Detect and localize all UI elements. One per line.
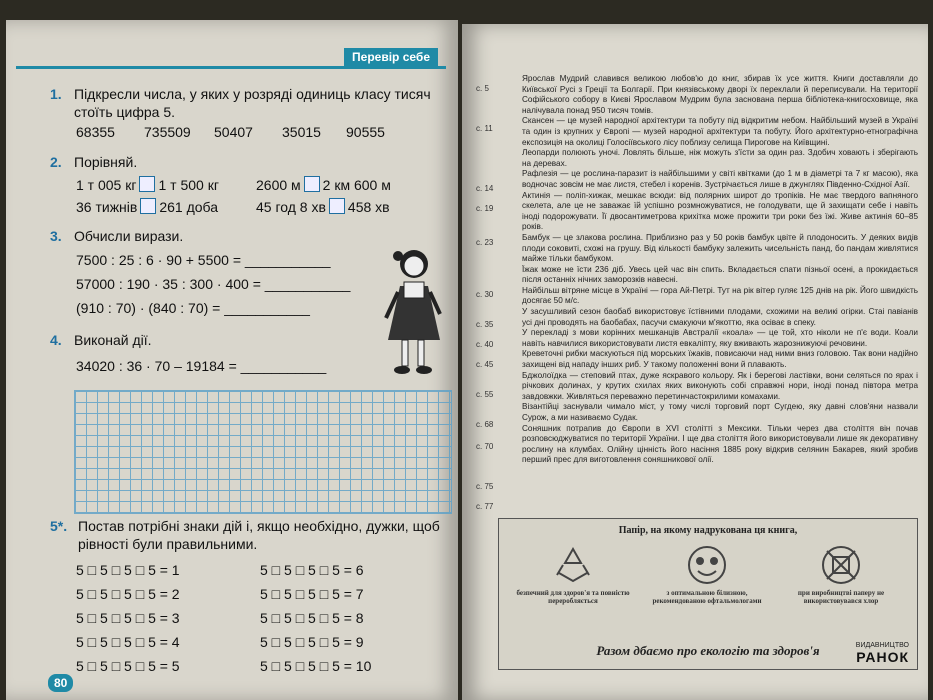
fact-paragraph: Соняшник потрапив до Європи в XVI столітті з Мексики. Тільки через два століття він почав розповсюджуватися по території України. І ще два століття його використовували лише як декоративну рослину на клумбах. Олійну цінність його насіння 1885 року відкрив селянин Бакарев, який зробив перший прес для виготовлення соняшникової олії. xyxy=(522,423,918,465)
publisher-label: ВИДАВНИЦТВО xyxy=(855,642,909,649)
eco-item-text: безпечний для здоров'я та повністю переробляється xyxy=(516,589,630,605)
equation-right-5[interactable]: 5 □ 5 □ 5 □ 5 = 10 xyxy=(260,658,372,674)
equation-right-4[interactable]: 5 □ 5 □ 5 □ 5 = 9 xyxy=(260,634,364,650)
eco-item-text: при виробництві паперу не використовувався хлор xyxy=(797,589,885,605)
task-text-2: рівності були правильними. xyxy=(78,536,258,552)
fact-paragraph: Візантійці заснували чимало міст, у тому числі торговий порт Сугдею, яку давні слов'яни назвали Сурож, а ми називаємо Судак. xyxy=(522,402,918,422)
ref: с. 70 xyxy=(476,442,494,451)
task-text: Обчисли вирази. xyxy=(74,228,184,244)
compare-row-1b xyxy=(256,176,391,193)
number-3[interactable]: 50407 xyxy=(214,124,253,140)
equation-left-5[interactable]: 5 □ 5 □ 5 □ 5 = 5 xyxy=(76,658,180,674)
ref: с. 55 xyxy=(476,390,494,399)
task-text: Порівняй. xyxy=(74,154,138,170)
expression-2[interactable]: 57000 : 190 · 35 : 300 · 400 = ___________ xyxy=(76,276,351,292)
ref: с. 77 xyxy=(476,502,494,511)
compare-left: 1 т 005 кг xyxy=(76,177,137,193)
left-page xyxy=(6,20,458,700)
number-1[interactable]: 68355 xyxy=(76,124,115,140)
fact-paragraph: Ярослав Мудрий славився великою любов'ю до книг, збирав їх усе життя. Книги доставляли до Київської Русі з Греції та Болгарії. При князівському дворі їх переклали й переписували. На території Софійського собору в Києві Ярославом Мудрим була заснована перша бібліотека-книгосховище, яка налічувала понад 950 тисяч томів. xyxy=(522,74,918,115)
section-title: Перевір себе xyxy=(344,48,438,66)
fact-paragraph: Актинія — поліп-хижак, мешкає всюди: від полярних широт до тропіків. Не має твердого вапняного скелета, але це не заважає їй успішно розмножуватися, не голодувати, ще й захищати себе і навіть іноді подорожувати. Її двосантиметрова крихітка може прожити три роки без їжі. Живе актинія 60–85 років. xyxy=(522,190,918,232)
equation-right-2[interactable]: 5 □ 5 □ 5 □ 5 = 7 xyxy=(260,586,364,602)
fact-paragraph: У засушливий сезон баобаб використовує їстівними плодами, схожими на великі огірки. Стаі павіанів усі дні проводять на баобабах, пасучи смакуючи м'якоттю, яка осіває в спеку. xyxy=(522,307,918,327)
number-5[interactable]: 90555 xyxy=(346,124,385,140)
task-text: Підкресли числа, у яких у розряді одиниць класу тисяч xyxy=(74,86,431,102)
equation-right-1[interactable]: 5 □ 5 □ 5 □ 5 = 6 xyxy=(260,562,364,578)
fact-paragraph: Бджолоїдка — степовий птах, дуже яскравого кольору. Як і берегові ластівки, вони селяться по ярах і річкових долинах, у крутих схилах яких виконують собі справжні нори, іноді понад півтора метра завдовжки. Живляться переважно перетинчастокрилими комахами. xyxy=(522,370,918,401)
equation-right-3[interactable]: 5 □ 5 □ 5 □ 5 = 8 xyxy=(260,610,364,626)
facts-text xyxy=(522,74,918,466)
task-number: 4. xyxy=(50,332,62,348)
expression-3[interactable]: (910 : 70) · (840 : 70) = ___________ xyxy=(76,300,310,316)
ref: с. 5 xyxy=(476,84,489,93)
task-number: 2. xyxy=(50,154,62,170)
compare-right: 458 хв xyxy=(347,199,390,215)
task-number: 3. xyxy=(50,228,62,244)
fact-paragraph: Креветочні рибки маскуються під морських їжаків, повисаючи над ними вниз головою. Так вони надійно захищені від нападу інших риб. У такому положенні вони й плавають. xyxy=(522,349,918,370)
task-number: 1. xyxy=(50,86,62,102)
compare-left: 2600 м xyxy=(256,177,301,193)
publisher-name: РАНОК xyxy=(856,649,909,665)
compare-box[interactable] xyxy=(329,198,345,214)
ref: с. 30 xyxy=(476,290,494,299)
number-4[interactable]: 35015 xyxy=(282,124,321,140)
ref: с. 11 xyxy=(476,124,493,133)
expression-4[interactable]: 34020 : 36 · 70 – 19184 = ___________ xyxy=(76,358,327,374)
ref: с. 19 xyxy=(476,204,494,213)
ref: с. 35 xyxy=(476,320,494,329)
eco-item-text: з оптимальною білизною, рекомендованою офтальмологами xyxy=(652,589,762,605)
compare-right: 2 км 600 м xyxy=(322,177,391,193)
publisher-logo xyxy=(856,642,909,665)
fact-paragraph: Скансен — це музей народної архітектури та побуту під відкритим небом. Найбільший музей в Україні та один із крупних у Європі — музей народної архітектури та побуту. Його архітектурно-етнографічна експозиція на околиці Голосіївського лісу поблизу селища Пирогове на Київщині. xyxy=(522,116,918,147)
task-number: 5*. xyxy=(50,518,68,534)
fact-paragraph: Найбільш вітряне місце в Україні — гора Ай-Петрі. Тут на рік вітер гуляє 125 днів на рік. Його швидкість досягає 50 м/с. xyxy=(522,285,918,306)
eco-info-box xyxy=(498,518,918,670)
eco-item-eyes xyxy=(647,543,767,605)
equation-left-2[interactable]: 5 □ 5 □ 5 □ 5 = 2 xyxy=(76,586,180,602)
grid-workspace[interactable] xyxy=(74,390,452,514)
ref: с. 40 xyxy=(476,340,494,349)
compare-box[interactable] xyxy=(304,176,320,192)
header-bar xyxy=(16,48,446,69)
ref: с. 45 xyxy=(476,360,494,369)
eco-title: Папір, на якому надрукована ця книга, xyxy=(618,525,798,536)
compare-left: 45 год 8 хв xyxy=(256,199,326,215)
eco-item-recycle xyxy=(513,543,633,605)
fact-paragraph: Рафлезія — це рослина-паразит із найбільшими у світі квітками (до 1 м в діаметрі та 7 кг масою), яка водночас зовсім не має листя, стебел і коренів. Зустрічається лише в джунглях Південно-Східної Азії. xyxy=(522,169,918,189)
task-text: Виконай дії. xyxy=(74,332,152,348)
fact-paragraph: Бамбук — це злакова рослина. Приблизно раз у 50 років бамбук цвіте й плодоносить. У деяких видів плоди соковиті, схожі на грушу. Від кількості бамбуку залежить чисельність панд, бо пандам живлятися майже тільки бамбуком. xyxy=(522,232,918,264)
page-number: 80 xyxy=(48,674,73,692)
fact-paragraph: У перекладі з мови корінних мешканців Австралії «коала» — це той, хто ніколи не п'є води. Коали навіть навчилися використовувати листя евкаліпту, яку вживають жарознижуючі речовини. xyxy=(522,328,918,348)
fact-paragraph: Їжак може не їсти 236 діб. Увесь цей час він спить. Вкладається спати пізньої осені, а прокидається після останніх нічних заморозків навесні. xyxy=(522,264,918,285)
compare-left: 36 тижнів xyxy=(76,199,138,215)
ref: с. 14 xyxy=(476,184,494,193)
task-text: Постав потрібні знаки дій і, якщо необхідно, дужки, щоб xyxy=(78,518,440,534)
girl-illustration xyxy=(378,242,448,382)
compare-right: 1 т 500 кг xyxy=(158,177,219,193)
expression-1[interactable]: 7500 : 25 : 6 · 90 + 5500 = ___________ xyxy=(76,252,331,268)
fact-paragraph: Леопарди полюють уночі. Ловлять більше, ніж можуть з'їсти за один раз. Здобич ховають і зберігають на деревах. xyxy=(522,148,918,168)
compare-box[interactable] xyxy=(140,198,156,214)
eco-slogan: Разом дбаємо про екологію та здоров'я xyxy=(596,643,820,658)
smiley-icon xyxy=(685,543,729,587)
equation-left-1[interactable]: 5 □ 5 □ 5 □ 5 = 1 xyxy=(76,562,180,578)
number-2[interactable]: 735509 xyxy=(144,124,191,140)
eco-item-chlorine xyxy=(781,543,901,605)
recycle-icon xyxy=(551,543,595,587)
compare-row-2a xyxy=(76,198,218,215)
compare-box[interactable] xyxy=(139,176,155,192)
ref: с. 75 xyxy=(476,482,494,491)
task-text-2: стоїть цифра 5. xyxy=(74,104,176,120)
ref: с. 68 xyxy=(476,420,494,429)
no-chlorine-icon xyxy=(819,543,863,587)
right-page xyxy=(462,24,928,700)
equation-left-4[interactable]: 5 □ 5 □ 5 □ 5 = 4 xyxy=(76,634,180,650)
compare-row-2b xyxy=(256,198,390,215)
ref: с. 23 xyxy=(476,238,494,247)
compare-row-1a xyxy=(76,176,219,193)
equation-left-3[interactable]: 5 □ 5 □ 5 □ 5 = 3 xyxy=(76,610,180,626)
compare-right: 261 доба xyxy=(159,199,219,215)
